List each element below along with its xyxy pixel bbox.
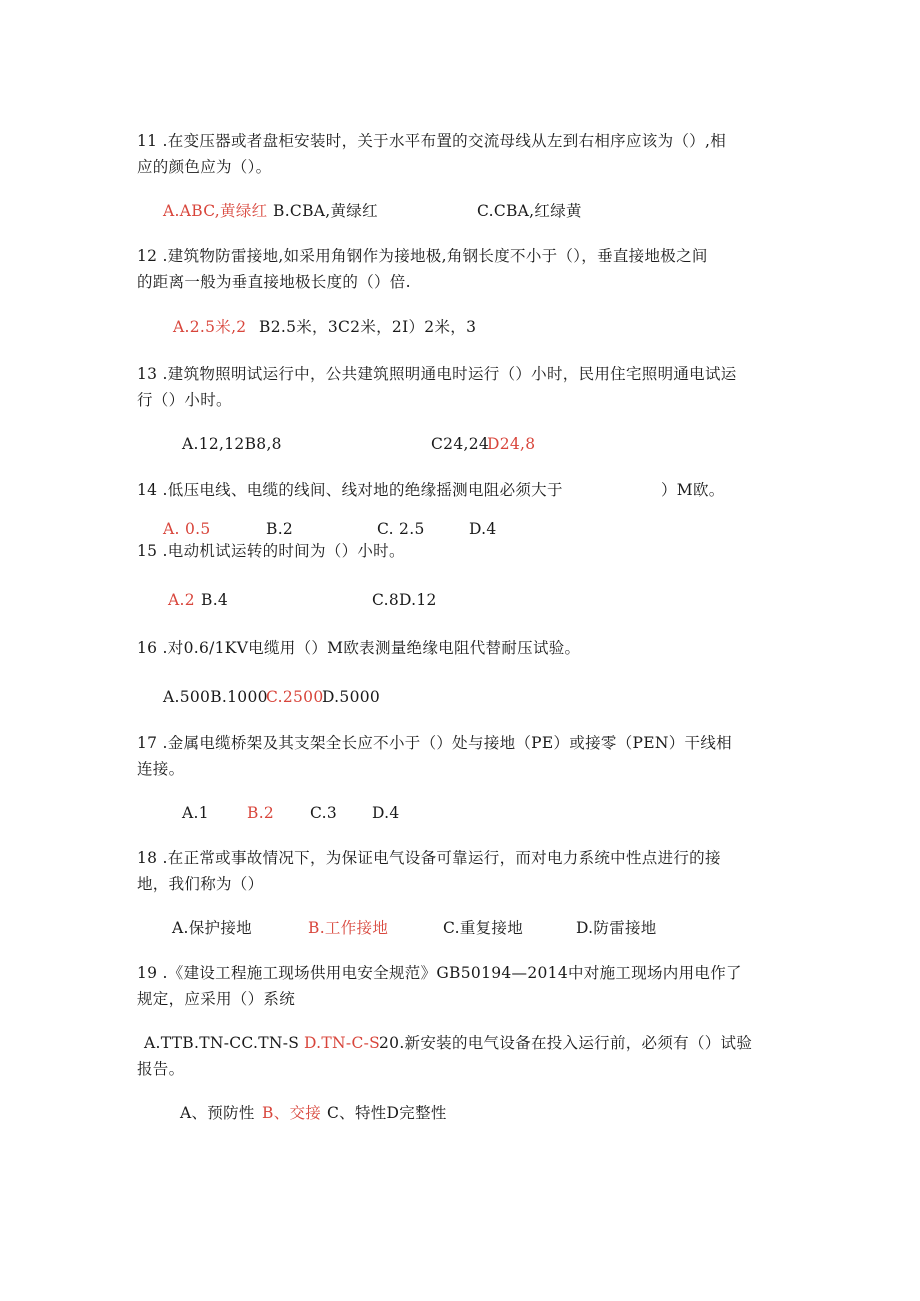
question-20-line-1: 20.新安装的电气设备在投入运行前，必须有（）试验 bbox=[379, 1034, 753, 1052]
question-17-option-a: A.1 bbox=[182, 804, 209, 822]
question-11-line-2: 应的颜色应为（）。 bbox=[137, 158, 272, 176]
question-13-line-2: 行（）小时。 bbox=[137, 391, 232, 409]
question-19-line-2: 规定，应采用（）系统 bbox=[137, 990, 296, 1008]
question-13-line-1: 13 .建筑物照明试运行中，公共建筑照明通电时运行（）小时，民用住宅照明通电试运 bbox=[137, 365, 737, 383]
question-20-line-2: 报告。 bbox=[137, 1060, 185, 1078]
question-11-line-1: 11 .在变压器或者盘柜安装时，关于水平布置的交流母线从左到右相序应该为（）,相 bbox=[137, 132, 727, 150]
question-18-line-2: 地，我们称为（） bbox=[137, 875, 264, 893]
question-17-line-2: 连接。 bbox=[137, 760, 185, 778]
question-20-option-a: A、预防性 bbox=[180, 1104, 255, 1122]
question-12-option-rest: B2.5米，3C2米，2I）2米，3 bbox=[259, 318, 477, 336]
question-12-line-1: 12 .建筑物防雷接地,如采用角钢作为接地极,角钢长度不小于（），垂直接地极之间 bbox=[137, 247, 708, 265]
question-20-option-cd: C、特性D完整性 bbox=[327, 1104, 447, 1122]
question-19-option-d: D.TN-C-S bbox=[304, 1034, 381, 1052]
question-11-option-a: A.ABC,黄绿红 bbox=[163, 202, 268, 220]
question-14-option-c: C. 2.5 bbox=[377, 520, 425, 538]
question-20-option-b: B、交接 bbox=[262, 1104, 322, 1122]
question-18-option-c: C.重复接地 bbox=[443, 919, 524, 937]
question-16-line-1: 16 .对0.6/1KV电缆用（）M欧表测量绝缘电阻代替耐压试验。 bbox=[137, 639, 581, 657]
question-13-option-d: D24,8 bbox=[487, 435, 536, 453]
question-18-option-a: A.保护接地 bbox=[172, 919, 252, 937]
question-16-option-d: D.5000 bbox=[322, 688, 381, 706]
question-16-option-ab: A.500B.1000 bbox=[163, 688, 268, 706]
question-16-option-c: C.2500 bbox=[266, 688, 324, 706]
question-18-line-1: 18 .在正常或事故情况下，为保证电气设备可靠运行，而对电力系统中性点进行的接 bbox=[137, 849, 721, 867]
question-19-line-1: 19 .《建设工程施工现场供用电安全规范》GB50194—2014中对施工现场内用电作了 bbox=[137, 964, 742, 982]
question-12-option-a: A.2.5米,2 bbox=[173, 318, 247, 336]
question-18-option-d: D.防雷接地 bbox=[576, 919, 657, 937]
question-15-option-a: A.2 bbox=[168, 591, 195, 609]
question-17-option-d: D.4 bbox=[372, 804, 400, 822]
question-11-option-b: B.CBA,黄绿红 bbox=[273, 202, 378, 220]
question-17-option-c: C.3 bbox=[310, 804, 337, 822]
question-15-line-1: 15 .电动机试运转的时间为（）小时。 bbox=[137, 542, 405, 560]
question-17-option-b: B.2 bbox=[247, 804, 275, 822]
question-15-option-b: B.4 bbox=[201, 591, 229, 609]
question-15-option-cd: C.8D.12 bbox=[372, 591, 437, 609]
question-14-option-a: A. 0.5 bbox=[163, 520, 211, 538]
question-11-option-c: C.CBA,红绿黄 bbox=[477, 202, 582, 220]
question-18-option-b: B.工作接地 bbox=[308, 919, 389, 937]
question-14-line-1-end: ）M欧。 bbox=[661, 481, 725, 499]
question-13-option-c: C24,24 bbox=[431, 435, 490, 453]
question-12-line-2: 的距离一般为垂直接地极长度的（）倍. bbox=[137, 273, 411, 291]
question-13-option-ab: A.12,12B8,8 bbox=[182, 435, 282, 453]
question-19-option-abc: A.TTB.TN-CC.TN-S bbox=[144, 1034, 300, 1052]
question-14-option-d: D.4 bbox=[469, 520, 497, 538]
question-14-line-1: 14 .低压电线、电缆的线间、线对地的绝缘摇测电阻必须大于 bbox=[137, 481, 563, 499]
question-17-line-1: 17 .金属电缆桥架及其支架全长应不小于（）处与接地（PE）或接零（PEN）干线相 bbox=[137, 734, 732, 752]
question-14-option-b: B.2 bbox=[266, 520, 294, 538]
